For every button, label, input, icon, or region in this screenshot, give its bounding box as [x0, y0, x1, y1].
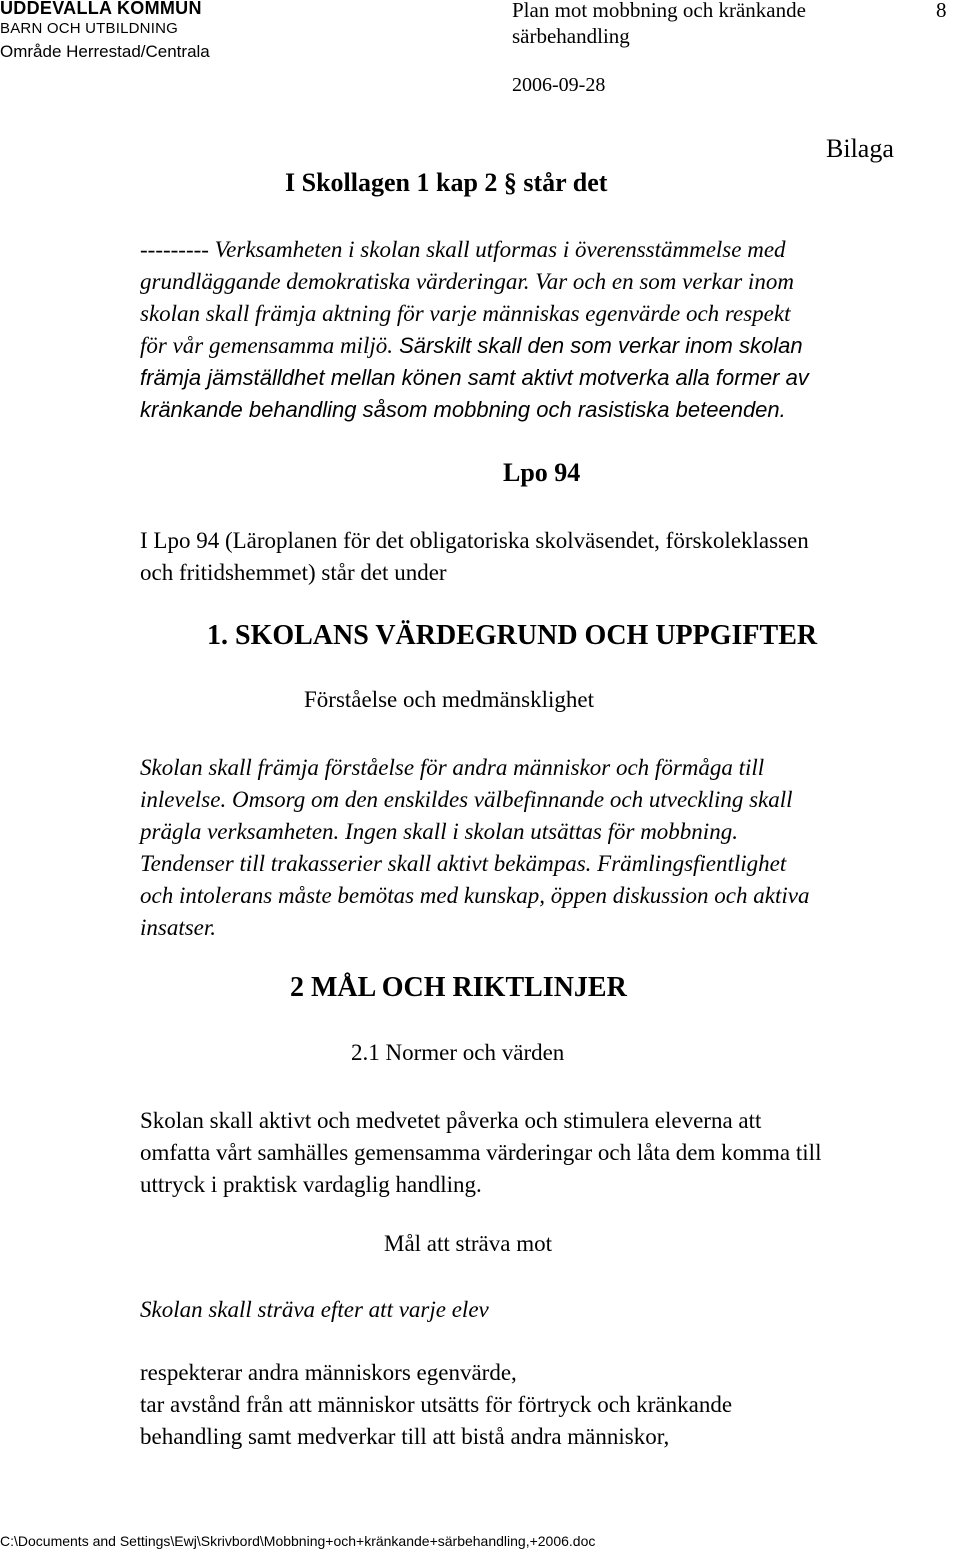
skollagen-heading: I Skollagen 1 kap 2 § står det: [285, 168, 608, 197]
list-item: tar avstånd från att människor utsätts för förtryck och kränkande: [140, 1392, 733, 1417]
page-number: 8: [936, 0, 947, 22]
paragraph-line: Tendenser till trakasserier skall aktivt bekämpas. Främlingsfientlighet: [140, 851, 787, 876]
org-department: BARN OCH UTBILDNING: [0, 20, 178, 37]
normer-subheading: 2.1 Normer och värden: [351, 1040, 565, 1065]
paragraph-line: främja jämställdhet mellan könen samt aktivt motverka alla former av: [140, 365, 809, 390]
lpo-paragraph: [140, 525, 950, 589]
list-item: respekterar andra människors egenvärde,: [140, 1360, 517, 1385]
paragraph-line: Skolan skall främja förståelse för andra människor och förmåga till: [140, 755, 765, 780]
org-name: UDDEVALLA KOMMUN: [0, 0, 202, 18]
appendix-label: Bilaga: [826, 134, 894, 163]
paragraph-line: inlevelse. Omsorg om den enskildes välbefinnande och utveckling skall: [140, 787, 793, 812]
paragraph-line: kränkande behandling såsom mobbning och rasistiska beteenden.: [140, 397, 786, 422]
org-area: Område Herrestad/Centrala: [0, 42, 210, 61]
skollagen-paragraph: [140, 234, 950, 426]
lpo-heading: Lpo 94: [503, 458, 581, 487]
paragraph-line: Skolan skall aktivt och medvetet påverka och stimulera eleverna att: [140, 1108, 762, 1133]
paragraph-line: prägla verksamheten. Ingen skall i skolan utsättas för mobbning.: [140, 819, 738, 844]
paragraph-line: I Lpo 94 (Läroplanen för det obligatoriska skolväsendet, förskoleklassen: [140, 528, 809, 553]
paragraph-line: för vår gemensamma miljö.: [140, 333, 393, 358]
skolans-vardegrund-heading: 1. SKOLANS VÄRDEGRUND OCH UPPGIFTER: [207, 620, 818, 651]
paragraph-line: Skolan skall sträva efter att varje elev: [140, 1297, 489, 1322]
paragraph-line: omfatta vårt samhälles gemensamma värderingar och låta dem komma till: [140, 1140, 822, 1165]
strava-list: [140, 1357, 950, 1453]
forstaelse-paragraph: [140, 752, 950, 944]
paragraph-line: uttryck i praktisk vardaglig handling.: [140, 1172, 482, 1197]
document-title-line1: Plan mot mobbning och kränkande: [512, 0, 806, 22]
paragraph-line: och intolerans måste bemötas med kunskap, öppen diskussion och aktiva: [140, 883, 810, 908]
footer-file-path: C:\Documents and Settings\Ewj\Skrivbord\Mobbning+och+kränkande+särbehandling,+2006.doc: [0, 1533, 596, 1549]
paragraph-line: och fritidshemmet) står det under: [140, 560, 447, 585]
mal-och-riktlinjer-heading: 2 MÅL OCH RIKTLINJER: [290, 972, 627, 1003]
paragraph-segment: Särskilt skall den som verkar inom skolan: [392, 333, 803, 358]
mal-att-strava-mot-subheading: Mål att sträva mot: [384, 1231, 552, 1256]
paragraph-line: grundläggande demokratiska värderingar. Var och en som verkar inom: [140, 269, 794, 294]
document-date: 2006-09-28: [512, 74, 606, 96]
normer-paragraph: [140, 1105, 950, 1201]
paragraph-line: skolan skall främja aktning för varje människas egenvärde och respekt: [140, 301, 791, 326]
paragraph-line: --------- Verksamheten i skolan skall utformas i överensstämmelse med: [140, 237, 786, 262]
list-item: behandling samt medverkar till att bistå andra människor,: [140, 1424, 670, 1449]
document-title-line2: särbehandling: [512, 24, 630, 48]
paragraph-line: insatser.: [140, 915, 217, 940]
forstaelse-subheading: Förståelse och medmänsklighet: [304, 687, 594, 712]
strava-intro: [140, 1294, 950, 1326]
